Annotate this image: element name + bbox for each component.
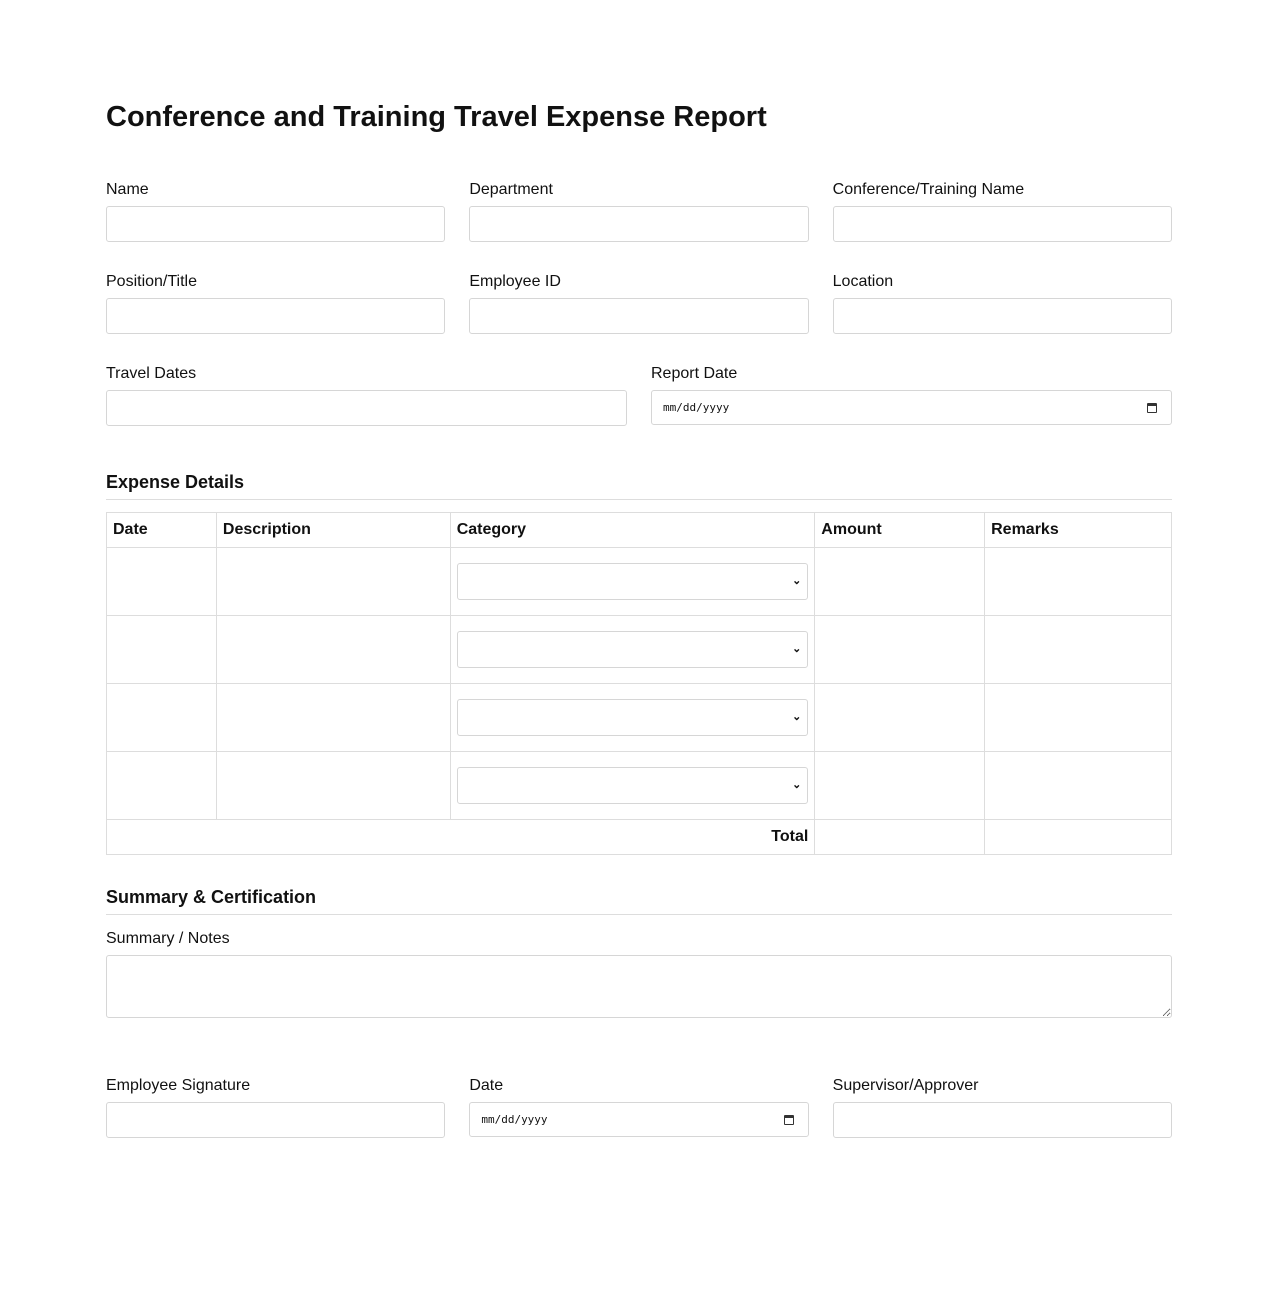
date-cell[interactable] <box>107 548 217 616</box>
chevron-down-icon: ⌄ <box>792 643 802 655</box>
date-cell[interactable] <box>107 752 217 820</box>
col-date: Date <box>107 513 217 548</box>
chevron-down-icon: ⌄ <box>792 575 802 587</box>
total-row <box>107 820 1172 855</box>
employee-id-label: Employee ID <box>469 273 561 290</box>
travel-dates-label: Travel Dates <box>106 365 197 382</box>
name-input[interactable] <box>106 206 445 242</box>
col-category: Category <box>450 513 815 548</box>
report-date-input[interactable] <box>651 390 1172 425</box>
position-label: Position/Title <box>106 273 197 290</box>
remarks-cell[interactable] <box>985 684 1172 752</box>
date-cell[interactable] <box>107 684 217 752</box>
amount-cell[interactable] <box>815 684 985 752</box>
category-select[interactable] <box>457 767 809 804</box>
col-description: Description <box>216 513 450 548</box>
chevron-down-icon: ⌄ <box>792 711 802 723</box>
location-input[interactable] <box>833 298 1172 334</box>
summary-textarea[interactable] <box>106 955 1172 1018</box>
table-row <box>107 752 1172 820</box>
department-label: Department <box>469 181 553 198</box>
report-date-label: Report Date <box>651 365 738 382</box>
summary-label: Summary / Notes <box>106 930 230 947</box>
col-amount: Amount <box>815 513 985 548</box>
summary-heading: Summary & Certification <box>106 887 1172 915</box>
table-row <box>107 616 1172 684</box>
total-label: Total <box>107 820 815 855</box>
date-placeholder: mm/dd/yyyy <box>663 401 730 414</box>
travel-dates-input[interactable] <box>106 390 627 426</box>
category-select[interactable] <box>457 563 809 600</box>
conference-name-input[interactable] <box>833 206 1172 242</box>
signature-date-label: Date <box>469 1077 504 1094</box>
expense-details-heading: Expense Details <box>106 472 1172 500</box>
amount-cell[interactable] <box>815 548 985 616</box>
remarks-cell[interactable] <box>985 548 1172 616</box>
col-remarks: Remarks <box>985 513 1172 548</box>
date-placeholder: mm/dd/yyyy <box>481 1113 548 1126</box>
expense-table <box>106 512 1172 855</box>
description-cell[interactable] <box>216 684 450 752</box>
supervisor-label: Supervisor/Approver <box>832 1077 979 1094</box>
amount-cell[interactable] <box>815 752 985 820</box>
table-header-row <box>107 513 1172 548</box>
chevron-down-icon: ⌄ <box>792 779 802 791</box>
location-label: Location <box>832 273 894 290</box>
page-title: Conference and Training Travel Expense Report <box>106 101 767 133</box>
description-cell[interactable] <box>216 616 450 684</box>
position-input[interactable] <box>106 298 445 334</box>
total-remarks-cell <box>985 820 1172 855</box>
date-cell[interactable] <box>107 616 217 684</box>
remarks-cell[interactable] <box>985 752 1172 820</box>
amount-cell[interactable] <box>815 616 985 684</box>
calendar-icon[interactable] <box>1147 403 1157 413</box>
category-select[interactable] <box>457 631 809 668</box>
department-input[interactable] <box>469 206 808 242</box>
employee-signature-label: Employee Signature <box>106 1077 251 1094</box>
table-row <box>107 548 1172 616</box>
calendar-icon[interactable] <box>784 1115 794 1125</box>
category-select[interactable] <box>457 699 809 736</box>
description-cell[interactable] <box>216 752 450 820</box>
signature-date-input[interactable] <box>469 1102 808 1137</box>
table-row <box>107 684 1172 752</box>
remarks-cell[interactable] <box>985 616 1172 684</box>
conference-name-label: Conference/Training Name <box>832 181 1025 198</box>
name-label: Name <box>106 181 149 198</box>
description-cell[interactable] <box>216 548 450 616</box>
total-amount-cell[interactable] <box>815 820 985 855</box>
supervisor-input[interactable] <box>833 1102 1172 1138</box>
employee-signature-input[interactable] <box>106 1102 445 1138</box>
employee-id-input[interactable] <box>469 298 808 334</box>
